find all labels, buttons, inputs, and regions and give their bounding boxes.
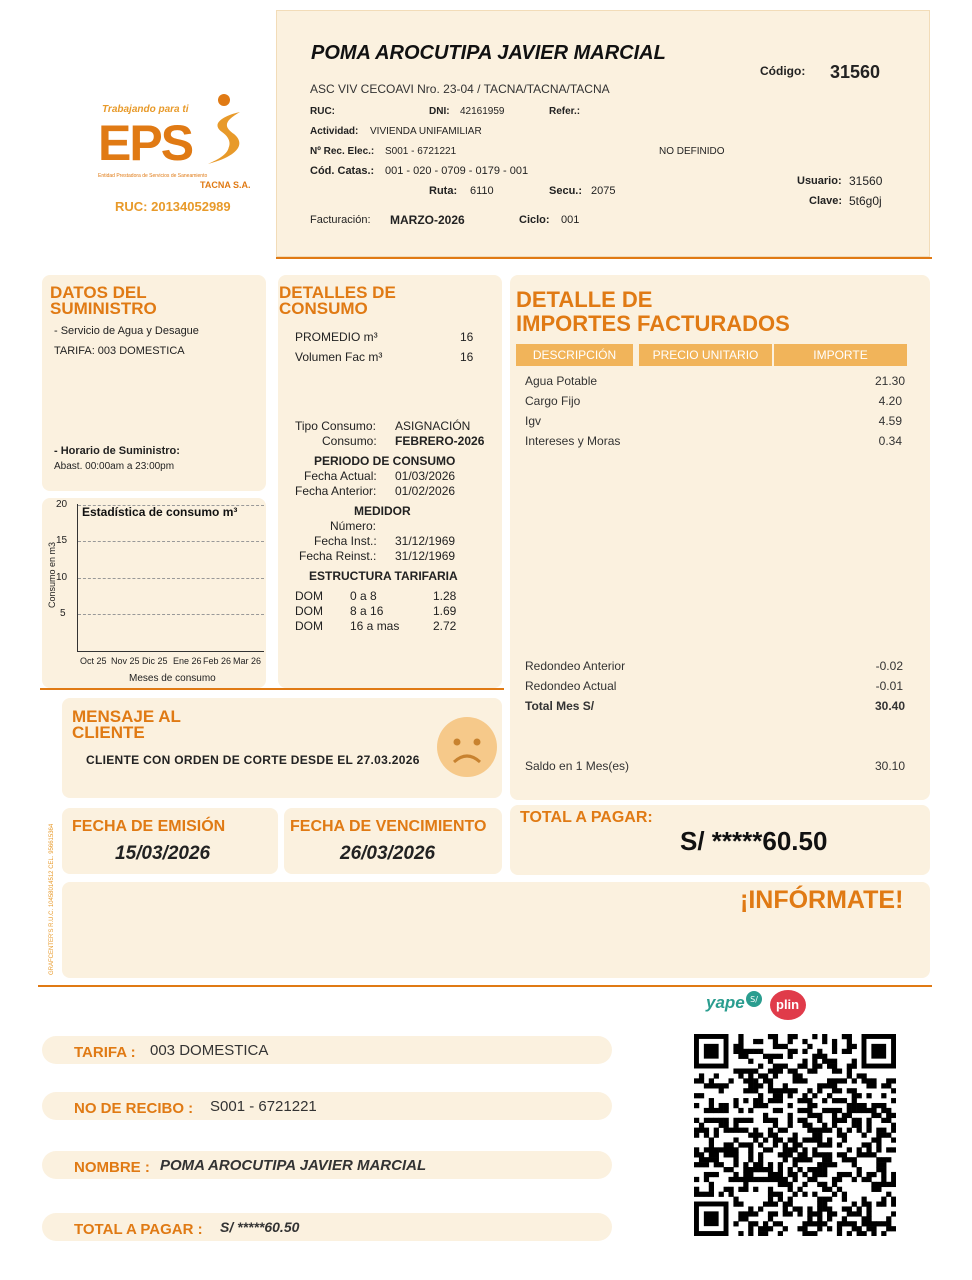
ruc-label: RUC: bbox=[310, 106, 335, 117]
codigo-label: Código: bbox=[760, 64, 806, 78]
volumen-label: Volumen Fac m³ bbox=[295, 350, 383, 364]
facturacion-value: MARZO-2026 bbox=[390, 213, 465, 227]
x-tick-mar: Mar 26 bbox=[233, 656, 262, 666]
item-importe: 21.30 bbox=[874, 374, 905, 388]
tipo-consumo-label: Tipo Consumo: bbox=[295, 419, 376, 433]
facturacion-label: Facturación: bbox=[310, 214, 371, 226]
footer-tarifa-value: 003 DOMESTICA bbox=[150, 1042, 269, 1059]
promedio-value: 16 bbox=[460, 330, 474, 344]
saldo-value: 30.10 bbox=[874, 759, 905, 773]
clave-value: 5t6g0j bbox=[849, 194, 882, 208]
logo-text: EPS bbox=[98, 115, 193, 171]
grid-line-15 bbox=[78, 541, 264, 542]
y-tick-5: 5 bbox=[60, 608, 66, 619]
col-header-precio: PRECIO UNITARIO bbox=[639, 344, 772, 366]
actividad-label: Actividad: bbox=[310, 126, 359, 137]
customer-name: POMA AROCUTIPA JAVIER MARCIAL bbox=[311, 42, 666, 64]
footer-recibo-label: NO DE RECIBO : bbox=[74, 1100, 194, 1117]
ciclo-label: Ciclo: bbox=[519, 214, 550, 226]
mensaje-text: CLIENTE CON ORDEN DE CORTE DESDE EL 27.03.2026 bbox=[86, 753, 420, 767]
tarifa-row-rango: 16 a mas bbox=[350, 619, 400, 633]
y-tick-15: 15 bbox=[56, 535, 68, 546]
item-desc: Cargo Fijo bbox=[525, 394, 581, 408]
periodo-title: PERIODO DE CONSUMO bbox=[314, 454, 456, 468]
footer-total-bar bbox=[42, 1213, 612, 1241]
consumo-label: Consumo: bbox=[322, 434, 377, 448]
footer-tarifa-label: TARIFA : bbox=[74, 1044, 136, 1061]
consumo-title-1: DETALLES DE bbox=[279, 283, 396, 302]
item-desc: Intereses y Moras bbox=[525, 434, 621, 448]
sad-face-icon bbox=[436, 716, 498, 778]
company-subtitle: Entidad Prestadora de Servicios de Saneamiento bbox=[98, 173, 208, 179]
tarifa-row-rango: 8 a 16 bbox=[350, 604, 384, 618]
grid-line-10 bbox=[78, 578, 264, 579]
redondeo-anterior-label: Redondeo Anterior bbox=[525, 659, 626, 673]
customer-address: ASC VIV CECOAVI Nro. 23-04 / TACNA/TACNA/TACNA bbox=[310, 82, 610, 96]
fecha-actual-label: Fecha Actual: bbox=[304, 469, 377, 483]
fecha-anterior-label: Fecha Anterior: bbox=[295, 484, 377, 498]
footer-nombre-bar bbox=[42, 1151, 612, 1179]
x-tick-ene: Ene 26 bbox=[173, 656, 202, 666]
suministro-title-1: DATOS DEL bbox=[50, 283, 147, 302]
emision-label: FECHA DE EMISIÓN bbox=[72, 818, 226, 835]
footer-recibo-value: S001 - 6721221 bbox=[210, 1098, 317, 1115]
col-header-descripcion: DESCRIPCIÓN bbox=[516, 344, 633, 366]
actividad-value: VIVIENDA UNIFAMILIAR bbox=[370, 126, 482, 137]
footer-tarifa-bar bbox=[42, 1036, 612, 1064]
qr-code bbox=[694, 1034, 896, 1236]
horario-label: - Horario de Suministro: bbox=[54, 445, 180, 457]
servicio-text: - Servicio de Agua y Desague bbox=[54, 325, 199, 337]
footer-nombre-label: NOMBRE : bbox=[74, 1159, 150, 1176]
fecha-inst-label: Fecha Inst.: bbox=[314, 534, 377, 548]
chart-title: Estadística de consumo m³ bbox=[82, 505, 238, 519]
y-tick-20: 20 bbox=[56, 499, 68, 510]
col-header-importe: IMPORTE bbox=[774, 344, 907, 366]
chart-x-axis bbox=[77, 651, 264, 652]
no-definido: NO DEFINIDO bbox=[659, 146, 725, 157]
fecha-reinst-label: Fecha Reinst.: bbox=[299, 549, 377, 563]
chart-ylabel: Consumo en m3 bbox=[47, 541, 57, 609]
emision-value: 15/03/2026 bbox=[115, 843, 211, 864]
mensaje-title-2: CLIENTE bbox=[72, 723, 145, 742]
redondeo-actual-label: Redondeo Actual bbox=[525, 679, 617, 693]
refer-label: Refer.: bbox=[549, 106, 581, 117]
grid-line-5 bbox=[78, 614, 264, 615]
item-desc: Igv bbox=[525, 414, 542, 428]
importes-title-2: IMPORTES FACTURADOS bbox=[516, 311, 790, 336]
yape-logo: yape bbox=[706, 993, 745, 1012]
dni-value: 42161959 bbox=[460, 106, 505, 117]
total-label: TOTAL A PAGAR: bbox=[520, 809, 653, 826]
water-drop-icon bbox=[200, 94, 250, 168]
tarifa-row-rango: 0 a 8 bbox=[350, 589, 377, 603]
footer-nombre-value: POMA AROCUTIPA JAVIER MARCIAL bbox=[160, 1157, 427, 1174]
informate-title: ¡INFÓRMATE! bbox=[740, 886, 904, 914]
volumen-value: 16 bbox=[460, 350, 474, 364]
vencimiento-label: FECHA DE VENCIMIENTO bbox=[290, 818, 487, 835]
consumo-title-2: CONSUMO bbox=[279, 299, 368, 318]
ruta-label: Ruta: bbox=[429, 185, 458, 197]
consumo-value: FEBRERO-2026 bbox=[395, 434, 485, 448]
redondeo-anterior-value: -0.02 bbox=[875, 659, 903, 673]
yape-badge-icon bbox=[745, 990, 763, 1008]
numero-label: Número: bbox=[330, 519, 377, 533]
rec-elec-value: S001 - 6721221 bbox=[385, 146, 457, 157]
mensaje-title-1: MENSAJE AL bbox=[72, 707, 181, 726]
printer-info: GRAFCENTER'S R.U.C. 10458014512 CEL. 956615364 bbox=[49, 823, 55, 975]
redondeo-actual-value: -0.01 bbox=[875, 679, 903, 693]
promedio-label: PROMEDIO m³ bbox=[295, 330, 378, 344]
footer-recibo-bar bbox=[42, 1092, 612, 1120]
fecha-anterior-value: 01/02/2026 bbox=[395, 484, 456, 498]
company-slogan: Trabajando para ti bbox=[102, 104, 189, 115]
tarifa-row-precio: 1.28 bbox=[433, 589, 457, 603]
company-city: TACNA S.A. bbox=[200, 180, 251, 190]
importes-title-1: DETALLE DE bbox=[516, 287, 653, 312]
item-desc: Agua Potable bbox=[525, 374, 598, 388]
horario-value: Abast. 00:00am a 23:00pm bbox=[54, 461, 175, 472]
x-tick-dic: Dic 25 bbox=[142, 656, 168, 666]
secu-value: 2075 bbox=[591, 185, 616, 197]
catastro-value: 001 - 020 - 0709 - 0179 - 001 bbox=[385, 165, 529, 177]
company-logo bbox=[96, 96, 256, 196]
fecha-inst-value: 31/12/1969 bbox=[395, 534, 456, 548]
secu-label: Secu.: bbox=[549, 185, 583, 197]
svg-text:S/: S/ bbox=[750, 995, 758, 1004]
saldo-label: Saldo en 1 Mes(es) bbox=[525, 759, 630, 773]
tarifa-row-cat: DOM bbox=[295, 589, 323, 603]
vencimiento-value: 26/03/2026 bbox=[340, 843, 436, 864]
y-tick-10: 10 bbox=[56, 572, 68, 583]
plin-label: plin bbox=[776, 997, 800, 1012]
usuario-value: 31560 bbox=[849, 174, 883, 188]
suministro-title-2: SUMINISTRO bbox=[50, 299, 157, 318]
item-importe: 0.34 bbox=[878, 434, 902, 448]
x-tick-nov: Nov 25 bbox=[111, 656, 140, 666]
grid-line-20 bbox=[78, 505, 264, 506]
item-importe: 4.59 bbox=[878, 414, 902, 428]
estructura-title: ESTRUCTURA TARIFARIA bbox=[309, 569, 458, 583]
ruta-value: 6110 bbox=[470, 185, 494, 197]
medidor-title: MEDIDOR bbox=[354, 504, 411, 518]
total-mes-label: Total Mes S/ bbox=[525, 699, 595, 713]
company-ruc: RUC: 20134052989 bbox=[115, 199, 231, 214]
tarifa-row-cat: DOM bbox=[295, 619, 323, 633]
header-divider bbox=[276, 257, 932, 259]
item-importe: 4.20 bbox=[878, 394, 902, 408]
x-tick-feb: Feb 26 bbox=[203, 656, 232, 666]
fecha-actual-value: 01/03/2026 bbox=[395, 469, 456, 483]
ciclo-value: 001 bbox=[561, 214, 580, 226]
footer-divider bbox=[38, 985, 932, 987]
footer-total-label: TOTAL A PAGAR : bbox=[74, 1221, 203, 1238]
dni-label: DNI: bbox=[429, 106, 450, 117]
total-value: S/ *****60.50 bbox=[680, 826, 828, 856]
chart-xlabel: Meses de consumo bbox=[129, 673, 216, 684]
tarifa-row-cat: DOM bbox=[295, 604, 323, 618]
fecha-reinst-value: 31/12/1969 bbox=[395, 549, 456, 563]
x-tick-oct: Oct 25 bbox=[80, 656, 107, 666]
rec-elec-label: Nº Rec. Elec.: bbox=[310, 146, 375, 157]
footer-total-value: S/ *****60.50 bbox=[220, 1219, 300, 1235]
tipo-consumo-value: ASIGNACIÓN bbox=[395, 419, 471, 433]
total-mes-value: 30.40 bbox=[874, 699, 905, 713]
middle-divider bbox=[40, 688, 504, 690]
catastro-label: Cód. Catas.: bbox=[310, 165, 375, 177]
clave-label: Clave: bbox=[809, 195, 843, 207]
usuario-label: Usuario: bbox=[797, 175, 842, 187]
tarifa-row-precio: 1.69 bbox=[433, 604, 457, 618]
tarifa-text: TARIFA: 003 DOMESTICA bbox=[54, 345, 185, 357]
tarifa-row-precio: 2.72 bbox=[433, 619, 457, 633]
codigo-value: 31560 bbox=[830, 62, 881, 82]
